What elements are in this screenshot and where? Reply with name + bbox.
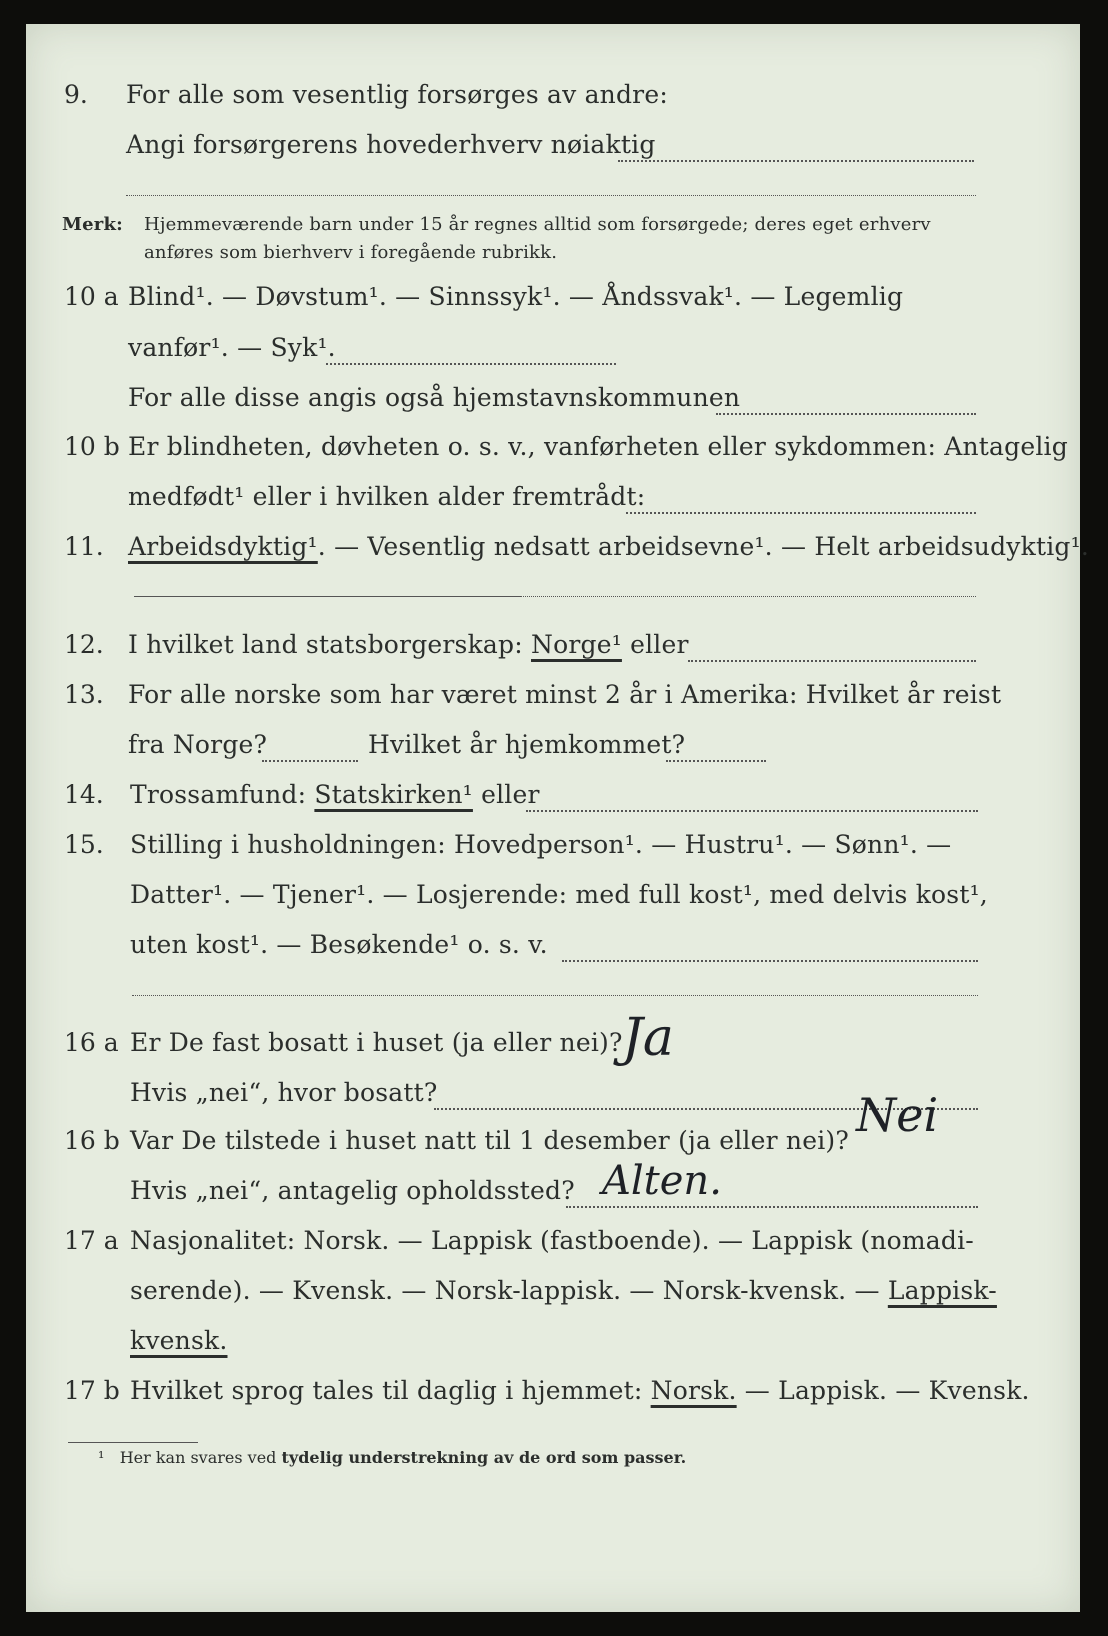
- answer-line[interactable]: [326, 363, 616, 365]
- question-13-line-2: [26, 726, 1080, 776]
- footnote-text: Her kan svares ved: [119, 1448, 277, 1467]
- answer-line[interactable]: [126, 195, 976, 196]
- question-text: For alle norske som har været minst 2 år i Amerika: Hvilket år reist: [128, 680, 1002, 709]
- answer-line[interactable]: [688, 660, 976, 662]
- answer-line[interactable]: [520, 596, 976, 597]
- footnote-mark: ¹: [98, 1448, 105, 1467]
- question-number: 11.: [64, 532, 104, 561]
- question-17a-line-3: [26, 1322, 1080, 1372]
- question-text: vanfør¹. — Syk¹.: [128, 333, 336, 362]
- question-17a-line-2: [26, 1272, 1080, 1322]
- footnote: [98, 1448, 686, 1467]
- footnote-bold-text: tydelig understrekning av de ord som passer.: [281, 1448, 687, 1467]
- question-text: Stilling i husholdningen: Hovedperson¹. — Hustru¹. — Sønn¹. —: [130, 830, 952, 859]
- note-label: Merk:: [62, 214, 123, 235]
- answer-line[interactable]: [618, 160, 974, 162]
- question-17b: [26, 1372, 1080, 1422]
- question-text: Angi forsørgerens hovederhverv nøiaktig: [126, 130, 656, 159]
- question-text: [130, 780, 540, 809]
- question-10b-line-2: [26, 478, 1080, 528]
- question-number: 14.: [64, 780, 104, 809]
- handwritten-answer-ja: Ja: [622, 1008, 674, 1068]
- question-text: For alle disse angis også hjemstavnskommunen: [128, 383, 741, 412]
- question-10a-line-3: [26, 379, 1080, 429]
- question-9-line-2: [26, 126, 1080, 176]
- question-12: [26, 626, 1080, 676]
- question-text: Hvis „nei“, hvor bosatt?: [130, 1078, 438, 1107]
- question-text-post: eller: [630, 630, 689, 659]
- question-text: Hvilket år hjemkommet?: [368, 730, 686, 759]
- question-number: 16 b: [64, 1126, 120, 1155]
- underlined-answer: Lappisk-: [887, 1276, 997, 1305]
- question-11: [26, 528, 1089, 578]
- merk-note-line-2: [26, 234, 1080, 284]
- question-text: [130, 1276, 997, 1305]
- question-text: Hvis „nei“, antagelig opholdssted?: [130, 1176, 575, 1205]
- question-text-rest: . — Vesentlig nedsatt arbeidsevne¹. — Helt arbeidsudyktig¹.: [317, 532, 1089, 561]
- question-text-pre: Trossamfund:: [130, 780, 307, 809]
- question-number: 12.: [64, 630, 104, 659]
- question-16b-line-2: [26, 1172, 1080, 1222]
- question-number: 15.: [64, 830, 104, 859]
- question-text-pre: I hvilket land statsborgerskap:: [128, 630, 523, 659]
- question-text: For alle som vesentlig forsørges av andre:: [126, 80, 668, 109]
- answer-line[interactable]: [134, 596, 520, 597]
- question-number: 13.: [64, 680, 104, 709]
- question-text: [128, 630, 689, 659]
- underlined-answer: Arbeidsdyktig¹: [128, 532, 318, 561]
- question-9: [26, 76, 1080, 126]
- census-form-page: [26, 24, 1089, 1612]
- note-text: Hjemmeværende barn under 15 år regnes alltid som forsørgede; deres eget erhverv: [144, 214, 931, 235]
- answer-line[interactable]: [562, 960, 978, 962]
- question-number: 9.: [64, 80, 88, 109]
- question-text: Datter¹. — Tjener¹. — Losjerende: med full kost¹, med delvis kost¹,: [130, 880, 988, 909]
- question-text-pre: Hvilket sprog tales til daglig i hjemmet:: [130, 1376, 643, 1405]
- question-10a-line-2: [26, 329, 1080, 379]
- question-text: [130, 1376, 1030, 1405]
- answer-line[interactable]: [132, 995, 978, 996]
- answer-line[interactable]: [566, 1206, 978, 1208]
- question-text: Var De tilstede i huset natt til 1 desember (ja eller nei)?: [130, 1126, 849, 1155]
- question-number: 17 a: [64, 1226, 119, 1255]
- underlined-answer: Statskirken¹: [314, 780, 473, 809]
- question-text-post: eller: [481, 780, 540, 809]
- question-text: Nasjonalitet: Norsk. — Lappisk (fastboende). — Lappisk (nomadi-: [130, 1226, 974, 1255]
- question-17a: [26, 1222, 1080, 1272]
- question-number: 10 b: [64, 432, 120, 461]
- question-16a: [26, 1024, 1080, 1074]
- question-text: Er blindheten, døvheten o. s. v., vanførheten eller sykdommen: Antagelig: [128, 432, 1068, 461]
- handwritten-answer-nei: Nei: [856, 1088, 939, 1142]
- note-text: anføres som bierhverv i foregående rubrikk.: [144, 242, 558, 263]
- underlined-answer: Norsk.: [650, 1376, 737, 1405]
- question-text-rest: serende). — Kvensk. — Norsk-lappisk. — Norsk-kvensk. —: [130, 1276, 880, 1305]
- question-13: [26, 676, 1080, 726]
- underlined-answer: Norge¹: [531, 630, 622, 659]
- answer-line[interactable]: [716, 413, 976, 415]
- question-text: Blind¹. — Døvstum¹. — Sinnssyk¹. — Åndssvak¹. — Legemlig: [128, 282, 904, 311]
- underlined-answer: kvensk.: [130, 1326, 228, 1355]
- question-text: fra Norge?: [128, 730, 268, 759]
- question-10a: [26, 278, 1080, 328]
- question-15-line-3: [26, 926, 1080, 976]
- answer-line[interactable]: [262, 760, 358, 762]
- question-number: 17 b: [64, 1376, 120, 1405]
- footnote-divider: [68, 1442, 198, 1443]
- question-10b: [26, 428, 1080, 478]
- question-text: [128, 532, 1089, 561]
- question-number: 10 a: [64, 282, 119, 311]
- question-text: Er De fast bosatt i huset (ja eller nei)?: [130, 1028, 623, 1057]
- answer-line[interactable]: [666, 760, 766, 762]
- answer-line[interactable]: [626, 512, 976, 514]
- question-text-post: — Lappisk. — Kvensk.: [744, 1376, 1030, 1405]
- handwritten-answer-alten: Alten.: [602, 1158, 722, 1204]
- question-text: uten kost¹. — Besøkende¹ o. s. v.: [130, 930, 548, 959]
- question-text: medfødt¹ eller i hvilken alder fremtrådt:: [128, 482, 646, 511]
- question-15-line-2: [26, 876, 1080, 926]
- question-14: [26, 776, 1080, 826]
- answer-line[interactable]: [526, 810, 978, 812]
- question-15: [26, 826, 1080, 876]
- question-number: 16 a: [64, 1028, 119, 1057]
